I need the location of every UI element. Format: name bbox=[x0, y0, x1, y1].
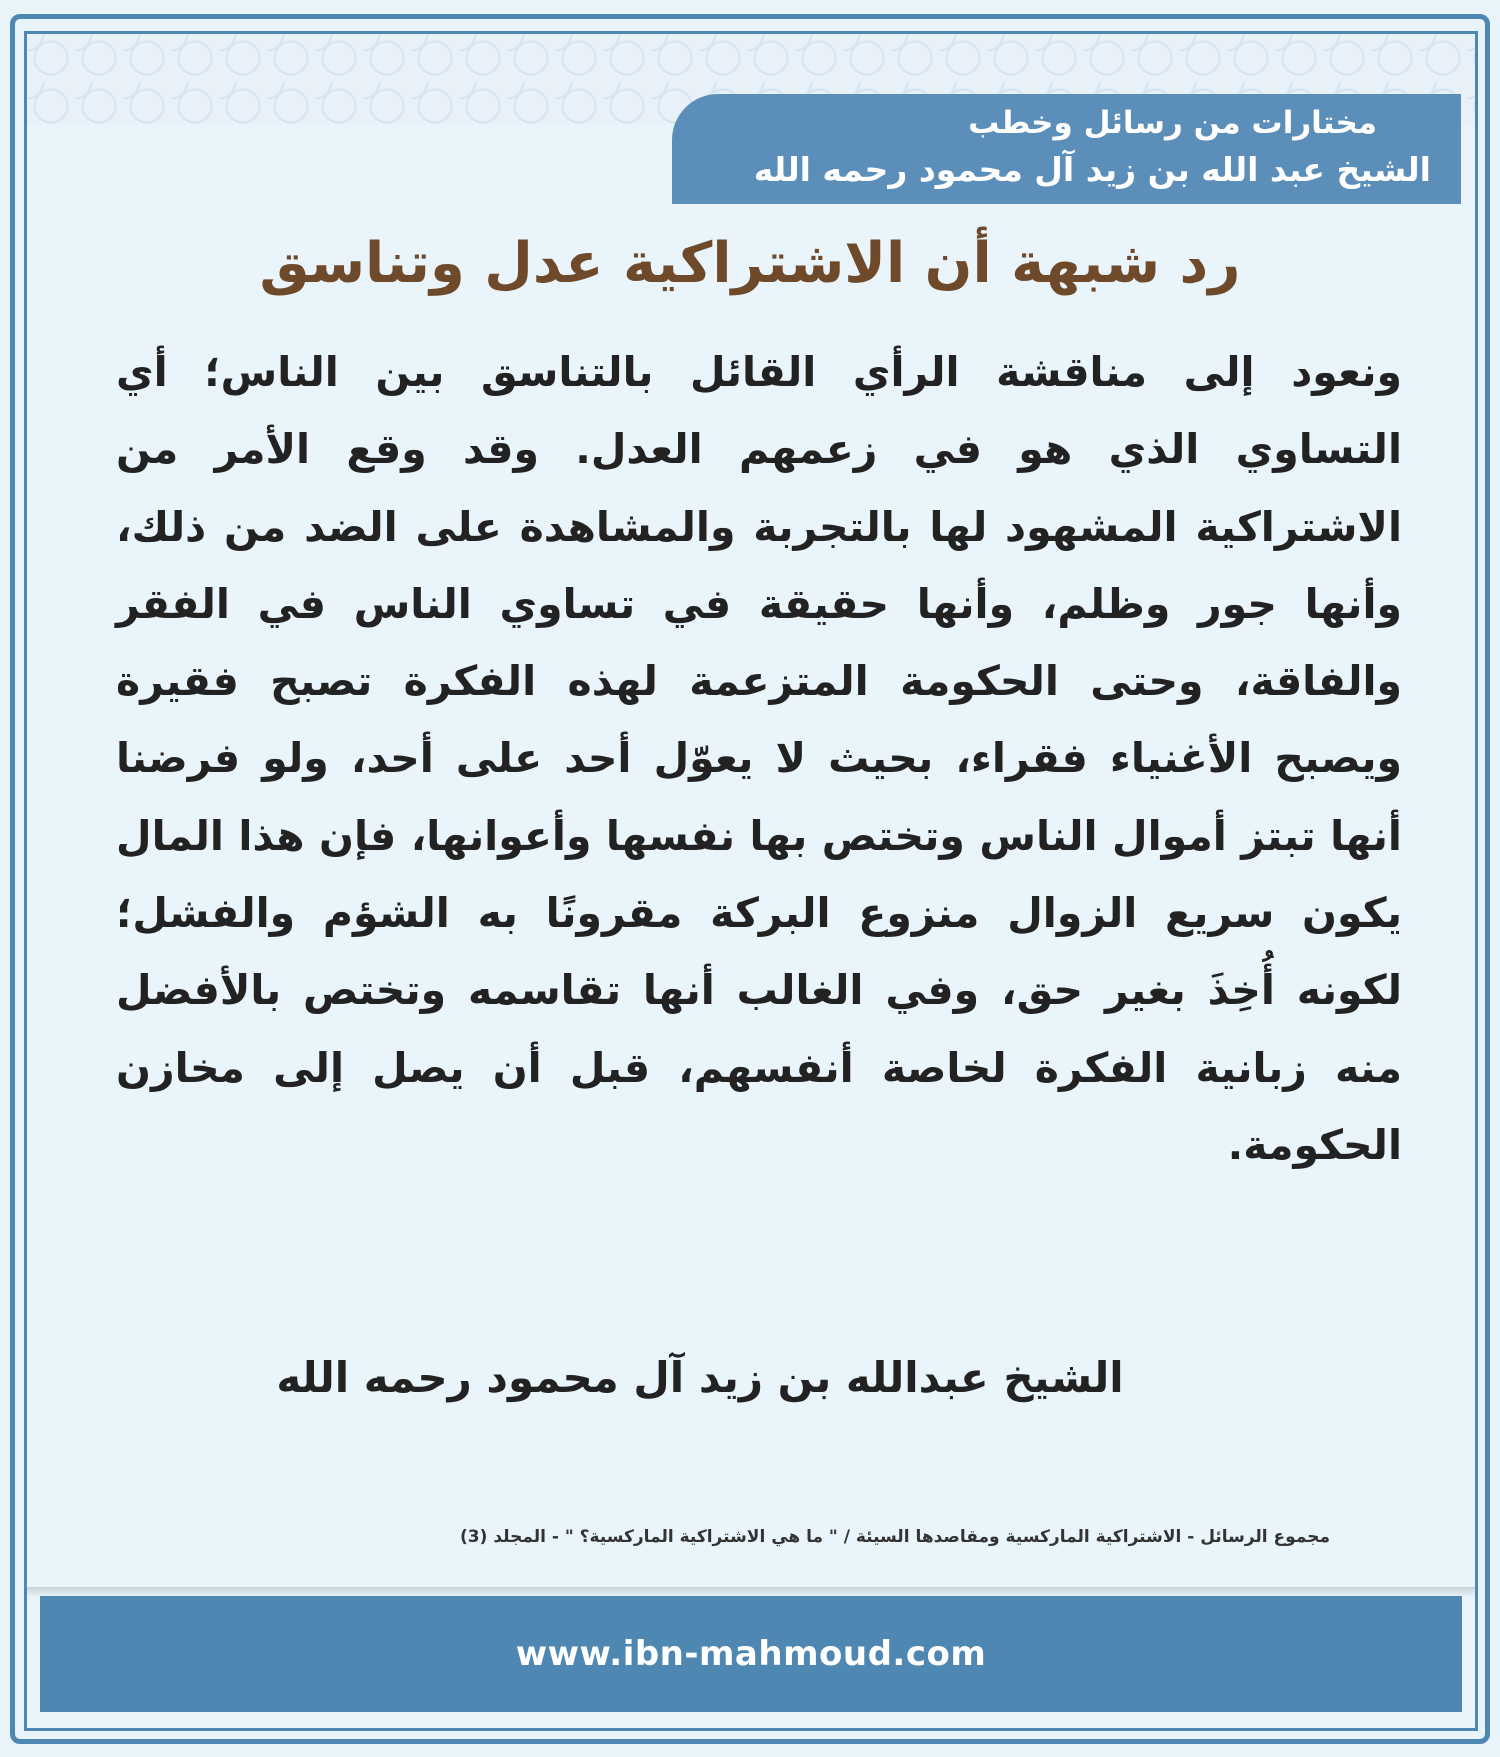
author-signature: الشيخ عبدالله بن زيد آل محمود رحمه الله bbox=[276, 1353, 1124, 1402]
footer-bar bbox=[40, 1596, 1462, 1712]
page-title: رد شبهة أن الاشتراكية عدل وتناسق bbox=[259, 231, 1241, 296]
source-citation: مجموع الرسائل - الاشتراكية الماركسية ومقاصدها السيئة / " ما هي الاشتراكية الماركسية؟ " - المجلد (3) bbox=[460, 1527, 1330, 1547]
header-author-name: الشيخ عبد الله بن زيد آل محمود رحمه الله bbox=[753, 150, 1431, 189]
header-banner bbox=[672, 94, 1461, 204]
article-body: ونعود إلى مناقشة الرأي القائل بالتناسق بين الناس؛ أي التساوي الذي هو في زعمهم العدل. وقد وقع الأمر من الاشتراكية المشهود لها بالتجربة والمشاهدة على الضد من ذلك، وأنها جور وظلم، وأنها حقيقة في تساوي الناس في الفقر والفاقة، وحتى الحكومة المتزعمة لهذه الفكرة تصبح فقيرة ويصبح الأغنياء فقراء، بحيث لا يعوّل أحد على أحد، ولو فرضنا أنها تبتز أموال الناس وتختص بها نفسها وأعوانها، فإن هذا المال يكون سريع الزوال منزوع البركة مقرونًا به الشؤم والفشل؛ لكونه أُخِذَ بغير حق، وفي الغالب أنها تقاسمه وتختص بالأفضل منه زبانية الفكرة لخاصة أنفسهم، قبل أن يصل إلى مخازن الحكومة. bbox=[116, 348, 1402, 1169]
header-series-title: مختارات من رسائل وخطب bbox=[968, 105, 1377, 141]
website-link[interactable]: www.ibn-mahmoud.com bbox=[515, 1634, 987, 1674]
